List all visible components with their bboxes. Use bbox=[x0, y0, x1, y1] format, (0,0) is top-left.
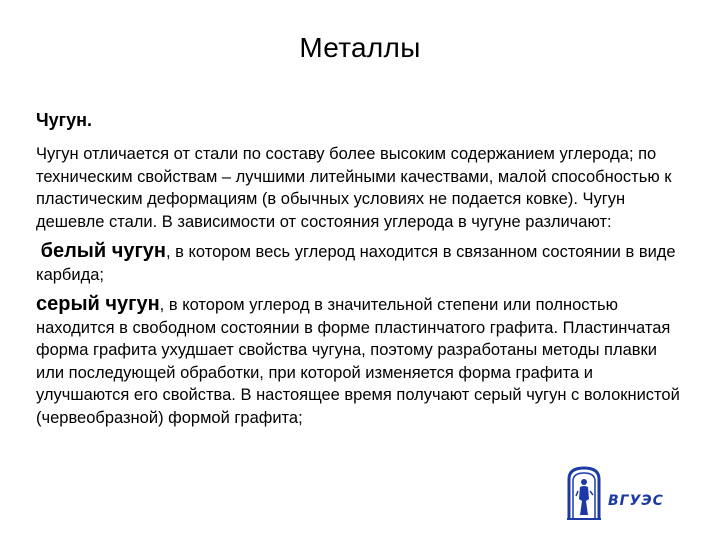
grey-iron-text: , в котором углерод в значительной степени или полностью находится в свободном состоянии в форме пластинчатого графита. Пластинчатая форма графита ухудшает свойства чугуна, поэтому разработаны методы плавки или последующей обработки, при которой изменяется форма графита и улучшаются его свойства. В настоящее время получают серый чугун с волокнистой (червеобразной) формой графита; bbox=[36, 296, 680, 427]
white-iron-text: , в котором весь углерод находится в связанном состоянии в виде карбида; bbox=[36, 243, 676, 284]
white-iron-paragraph bbox=[36, 240, 686, 286]
white-iron-term: белый чугун bbox=[40, 240, 166, 262]
grey-iron-term: серый чугун bbox=[36, 293, 160, 315]
logo-text: ВГУЭС bbox=[608, 493, 664, 509]
grey-iron-paragraph bbox=[36, 293, 686, 429]
slide-title: Металлы bbox=[299, 32, 421, 63]
slide-content bbox=[36, 110, 686, 429]
university-logo bbox=[566, 465, 686, 523]
university-emblem-icon bbox=[566, 465, 602, 521]
section-heading: Чугун. bbox=[36, 110, 93, 130]
intro-paragraph: Чугун отличается от стали по составу более высоким содержанием углерода; по техническим свойствам – лучшими литейными качествами, малой способностью к пластическим деформациям (в обычных условиях не подается ковке). Чугун дешевле стали. В зависимости от состояния углерода в чугуне различают: bbox=[36, 145, 672, 231]
